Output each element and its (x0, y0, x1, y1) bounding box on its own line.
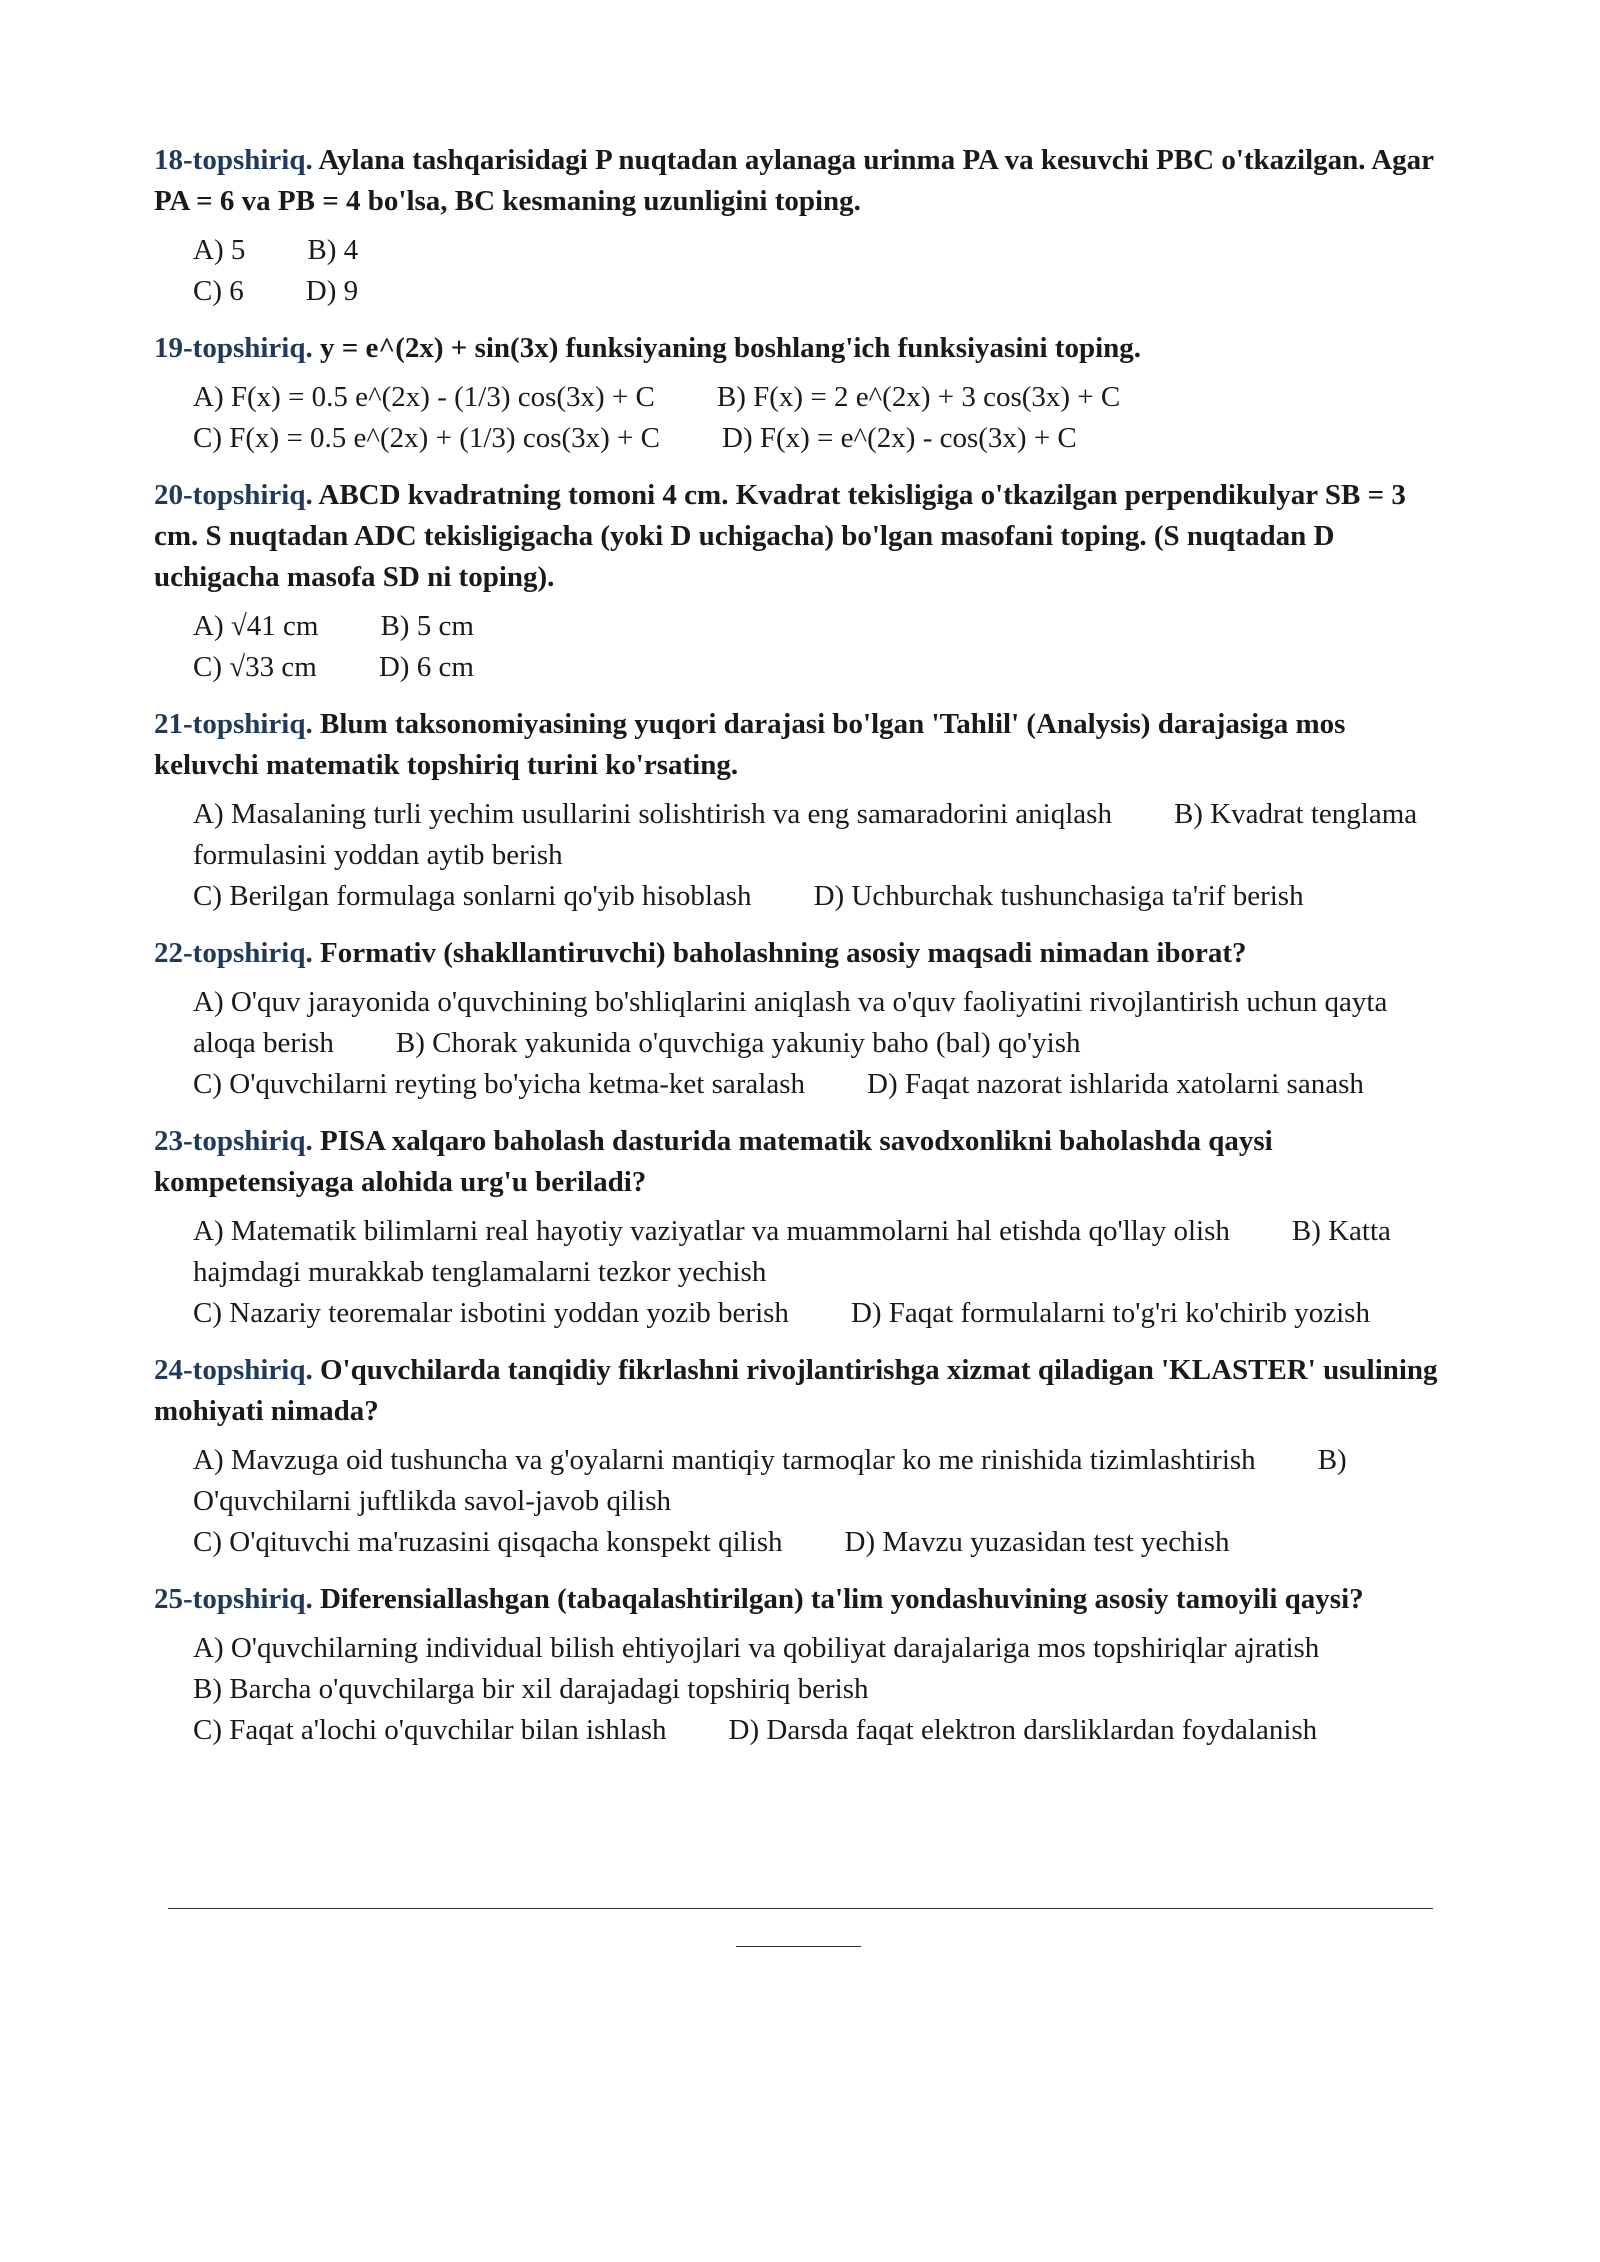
options (154, 794, 1454, 917)
option-d: D) Faqat nazorat ishlarida xatolarni sanash (867, 1068, 1364, 1100)
question-text: PISA xalqaro baholash dasturida matematik savodxonlikni baholashda qaysi kompetensiyaga alohida urg'u beriladi? (154, 1125, 1273, 1198)
question-number: 20-topshiriq. (154, 479, 313, 511)
question-text: Blum taksonomiyasining yuqori darajasi bo'lgan 'Tahlil' (Analysis) darajasiga mos keluvchi matematik topshiriq turini ko'rsating. (154, 708, 1346, 781)
question-25 (154, 1579, 1454, 1751)
question-number: 25-topshiriq. (154, 1583, 313, 1615)
question-number: 23-topshiriq. (154, 1125, 313, 1157)
option-a: A) F(x) = 0.5 e^(2x) - (1/3) cos(3x) + C (193, 381, 655, 413)
question-21 (154, 704, 1454, 917)
question-number: 22-topshiriq. (154, 937, 313, 969)
question-text: Aylana tashqarisidagi P nuqtadan aylanaga urinma PA va kesuvchi PBC o'tkazilgan. Agar PA = 6 va PB = 4 bo'lsa, BC kesmaning uzunligini toping. (154, 144, 1434, 217)
question-18 (154, 140, 1454, 312)
question-number: 19-topshiriq. (154, 332, 313, 364)
option-d: D) Uchburchak tushunchasiga ta'rif berish (813, 880, 1304, 912)
option-b: B) F(x) = 2 e^(2x) + 3 cos(3x) + C (716, 381, 1121, 413)
option-b: B) Katta hajmdagi murakkab tenglamalarni tezkor yechish (193, 1215, 1391, 1288)
options (154, 606, 1454, 688)
options (154, 1628, 1454, 1751)
option-b: B) 4 (307, 234, 359, 266)
options (154, 230, 1454, 312)
options (154, 982, 1454, 1105)
question-20 (154, 475, 1454, 688)
option-b: B) Chorak yakunida o'quvchiga yakuniy baho (bal) qo'yish (395, 1027, 1081, 1059)
option-c: C) Berilgan formulaga sonlarni qo'yib hisoblash (193, 880, 752, 912)
option-b: B) Barcha o'quvchilarga bir xil darajadagi topshiriq berish (193, 1673, 869, 1705)
question-19 (154, 328, 1454, 459)
options (154, 1440, 1454, 1563)
option-b: B) O'quvchilarni juftlikda savol-javob qilish (193, 1444, 1347, 1517)
option-d: D) 9 (305, 275, 359, 307)
option-a: A) Mavzuga oid tushuncha va g'oyalarni mantiqiy tarmoqlar ko me rinishida tizimlashtirish (193, 1444, 1256, 1476)
option-d: D) Darsda faqat elektron darsliklardan foydalanish (728, 1714, 1318, 1746)
option-a: A) O'quvchilarning individual bilish ehtiyojlari va qobiliyat darajalariga mos topshiriqlar ajratish (193, 1632, 1320, 1664)
option-d: D) 6 cm (378, 651, 474, 683)
option-a: A) 5 (193, 234, 246, 266)
option-c: C) Faqat a'lochi o'quvchilar bilan ishlash (193, 1714, 667, 1746)
short-divider (736, 1946, 861, 1947)
option-c: C) O'qituvchi ma'ruzasini qisqacha konspekt qilish (193, 1526, 783, 1558)
question-number: 18-topshiriq. (154, 144, 313, 176)
option-d: D) Mavzu yuzasidan test yechish (844, 1526, 1230, 1558)
question-number: 24-topshiriq. (154, 1354, 313, 1386)
question-text: ABCD kvadratning tomoni 4 cm. Kvadrat tekisligiga o'tkazilgan perpendikulyar SB = 3 cm. S nuqtadan ADC tekisligigacha (yoki D uchigacha) bo'lgan masofani toping. (S nuqtadan D uchigacha masofa SD ni toping). (154, 479, 1406, 593)
option-b: B) Kvadrat tenglama formulasini yoddan aytib berish (193, 798, 1418, 871)
question-22 (154, 933, 1454, 1105)
question-23 (154, 1121, 1454, 1334)
option-c: C) F(x) = 0.5 e^(2x) + (1/3) cos(3x) + C (193, 422, 660, 454)
horizontal-divider (168, 1908, 1433, 1909)
question-text: Diferensiallashgan (tabaqalashtirilgan) ta'lim yondashuvining asosiy tamoyili qaysi? (319, 1583, 1364, 1615)
option-d: D) F(x) = e^(2x) - cos(3x) + C (722, 422, 1077, 454)
question-list (154, 140, 1454, 1767)
options (154, 1211, 1454, 1334)
question-24 (154, 1350, 1454, 1563)
option-c: C) 6 (193, 275, 244, 307)
option-c: C) Nazariy teoremalar isbotini yoddan yozib berish (193, 1297, 789, 1329)
option-d: D) Faqat formulalarni to'g'ri ko'chirib yozish (850, 1297, 1370, 1329)
question-text: O'quvchilarda tanqidiy fikrlashni rivojlantirishga xizmat qiladigan 'KLASTER' usulining mohiyati nimada? (154, 1354, 1438, 1427)
option-c: C) O'quvchilarni reyting bo'yicha ketma-ket saralash (193, 1068, 806, 1100)
question-text: y = e^(2x) + sin(3x) funksiyaning boshlang'ich funksiyasini toping. (319, 332, 1142, 364)
question-number: 21-topshiriq. (154, 708, 313, 740)
option-c: C) √33 cm (193, 651, 317, 683)
option-a: A) Matematik bilimlarni real hayotiy vaziyatlar va muammolarni hal etishda qo'llay olish (193, 1215, 1230, 1247)
question-text: Formativ (shakllantiruvchi) baholashning asosiy maqsadi nimadan iborat? (319, 937, 1247, 969)
option-a: A) O'quv jarayonida o'quvchining bo'shliqlarini aniqlash va o'quv faoliyatini rivojlantirish uchun qayta aloqa berish (193, 986, 1388, 1059)
options (154, 377, 1454, 459)
option-b: B) 5 cm (380, 610, 474, 642)
option-a: A) √41 cm (193, 610, 319, 642)
option-a: A) Masalaning turli yechim usullarini solishtirish va eng samaradorini aniqlash (193, 798, 1112, 830)
